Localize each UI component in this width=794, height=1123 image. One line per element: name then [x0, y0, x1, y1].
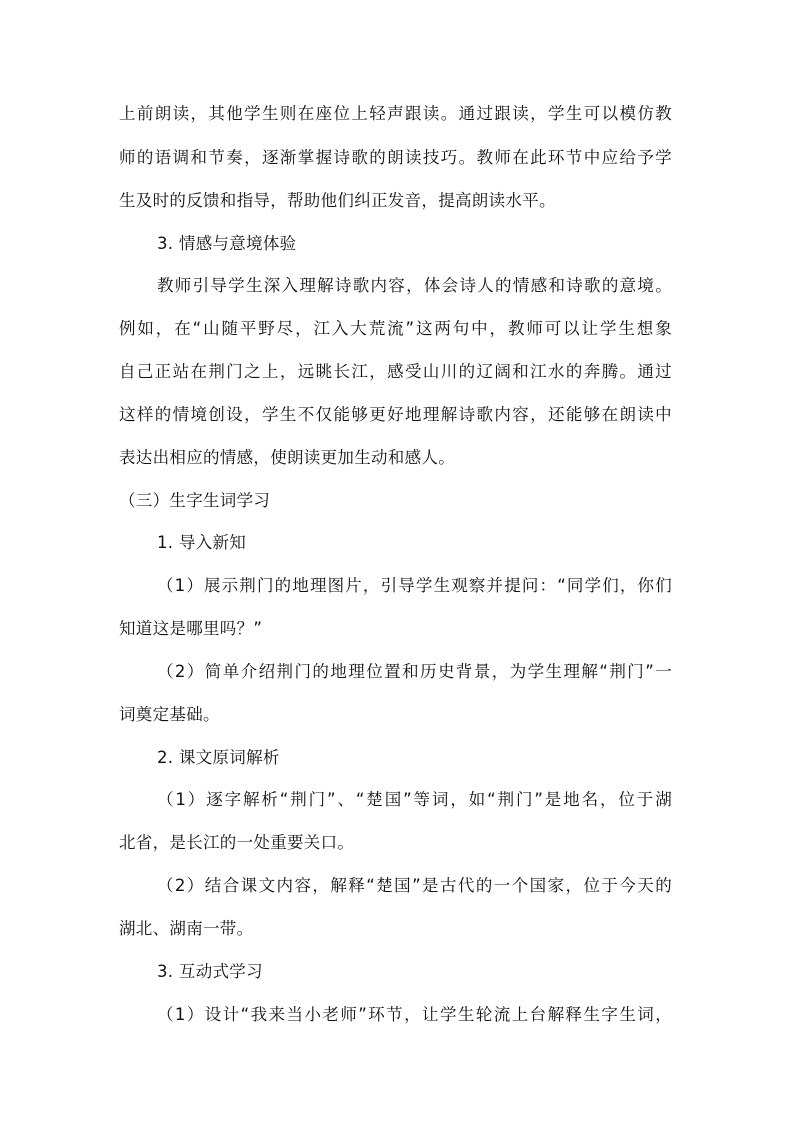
- paragraph-line: 湖北、湖南一带。: [119, 919, 254, 938]
- paragraph-line: （1）设计“我来当小老师”环节，让学生轮流上台解释生字生词，: [157, 1005, 672, 1024]
- subsection-heading: 2. 课文原词解析: [157, 748, 280, 767]
- paragraph-line: 自己正站在荆门之上，远眺长江，感受山川的辽阔和江水的奔腾。通过: [119, 362, 672, 381]
- paragraph-line: 教师引导学生深入理解诗歌内容，体会诗人的情感和诗歌的意境。: [157, 276, 672, 295]
- paragraph-line: （2）简单介绍荆门的地理位置和历史背景，为学生理解“荆门”一: [157, 662, 672, 681]
- paragraph-line: 生及时的反馈和指导，帮助他们纠正发音，提高朗读水平。: [119, 191, 556, 210]
- paragraph-line: 师的语调和节奏，逐渐掌握诗歌的朗读技巧。教师在此环节中应给予学: [119, 148, 672, 167]
- section-heading: 3. 情感与意境体验: [157, 234, 297, 253]
- paragraph-line: 上前朗读，其他学生则在座位上轻声跟读。通过跟读，学生可以模仿教: [119, 104, 672, 123]
- subsection-heading: 1. 导入新知: [157, 533, 247, 552]
- paragraph-line: 表达出相应的情感，使朗读更加生动和感人。: [119, 448, 455, 467]
- section-heading: （三）生字生词学习: [119, 491, 271, 510]
- paragraph-line: 知道这是哪里吗？”: [119, 619, 263, 638]
- paragraph-line: （2）结合课文内容，解释“楚国”是古代的一个国家，位于今天的: [157, 876, 672, 895]
- paragraph-line: （1）展示荆门的地理图片，引导学生观察并提问：“同学们，你们: [157, 576, 672, 595]
- paragraph-line: 例如，在“山随平野尽，江入大荒流”这两句中，教师可以让学生想象: [119, 319, 672, 338]
- paragraph-line: 这样的情境创设，学生不仅能够更好地理解诗歌内容，还能够在朗读中: [119, 405, 672, 424]
- paragraph-line: （1）逐字解析“荆门”、“楚国”等词，如“荆门”是地名，位于湖: [157, 790, 672, 809]
- subsection-heading: 3. 互动式学习: [157, 962, 263, 981]
- paragraph-line: 词奠定基础。: [119, 705, 220, 724]
- paragraph-line: 北省，是长江的一处重要关口。: [119, 833, 355, 852]
